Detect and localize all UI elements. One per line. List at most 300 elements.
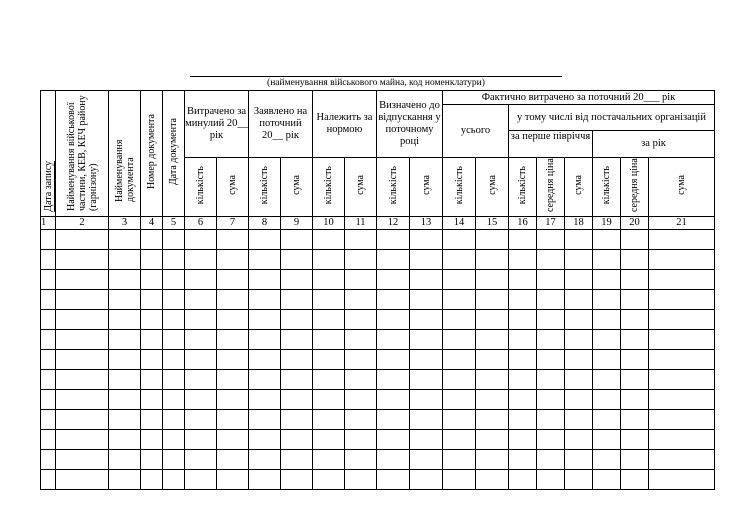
table-cell[interactable] [217,330,249,350]
table-cell[interactable] [141,350,163,370]
table-cell[interactable] [163,470,185,490]
table-cell[interactable] [476,390,509,410]
table-cell[interactable] [249,370,281,390]
form-body [41,230,715,490]
table-cell[interactable] [410,270,443,290]
table-cell[interactable] [281,370,313,390]
table-cell[interactable] [509,410,537,430]
table-cell[interactable] [443,310,476,330]
table-cell[interactable] [41,270,56,290]
table-cell[interactable] [109,430,141,450]
table-cell[interactable] [621,410,649,430]
table-cell[interactable] [185,390,217,410]
table-cell[interactable] [443,270,476,290]
form-caption: (найменування військового майна, код номенклатури) [267,78,485,88]
table-cell[interactable] [509,350,537,370]
table-cell[interactable] [281,410,313,430]
table-cell[interactable] [217,370,249,390]
table-cell[interactable] [345,470,377,490]
table-cell[interactable] [476,410,509,430]
table-cell[interactable] [109,390,141,410]
table-cell[interactable] [109,370,141,390]
table-cell[interactable] [345,430,377,450]
table-cell[interactable] [249,310,281,330]
table-cell[interactable] [41,310,56,330]
header-incl-suppliers: у тому числі від постачальних організацій [509,105,715,131]
header-sum-21: сума [649,158,715,217]
table-cell[interactable] [593,390,621,410]
table-cell[interactable] [345,410,377,430]
table-cell[interactable] [537,410,565,430]
table-cell[interactable] [476,430,509,450]
table-cell[interactable] [41,470,56,490]
header-qty-10: кількість [313,158,345,217]
table-cell[interactable] [41,350,56,370]
table-cell[interactable] [509,470,537,490]
table-cell[interactable] [621,450,649,470]
table-cell[interactable] [621,230,649,250]
table-cell[interactable] [649,250,715,270]
table-cell[interactable] [185,450,217,470]
table-cell[interactable] [345,230,377,250]
table-cell[interactable] [141,470,163,490]
table-cell[interactable] [185,470,217,490]
column-number-cell: 1 [41,217,56,230]
table-cell[interactable] [377,330,410,350]
table-cell[interactable] [141,290,163,310]
table-cell[interactable] [163,230,185,250]
table-cell[interactable] [377,430,410,450]
column-number-cell: 11 [345,217,377,230]
table-cell[interactable] [56,230,109,250]
table-cell[interactable] [185,310,217,330]
table-cell[interactable] [649,270,715,290]
table-cell[interactable] [109,470,141,490]
table-cell[interactable] [443,230,476,250]
table-cell[interactable] [141,330,163,350]
table-cell[interactable] [163,290,185,310]
table-cell[interactable] [410,450,443,470]
table-cell[interactable] [537,370,565,390]
table-cell[interactable] [649,410,715,430]
table-cell[interactable] [217,270,249,290]
header-defined-release: Визначено до відпускання у поточному році [377,91,443,158]
table-cell[interactable] [476,250,509,270]
table-cell[interactable] [621,350,649,370]
table-cell[interactable] [537,250,565,270]
table-cell[interactable] [345,270,377,290]
table-cell[interactable] [593,370,621,390]
table-cell[interactable] [443,330,476,350]
table-cell[interactable] [56,470,109,490]
table-cell[interactable] [217,410,249,430]
column-number-cell: 21 [649,217,715,230]
table-cell[interactable] [377,230,410,250]
table-cell[interactable] [509,430,537,450]
table-cell[interactable] [249,390,281,410]
table-cell[interactable] [185,330,217,350]
table-cell[interactable] [56,330,109,350]
table-cell[interactable] [185,270,217,290]
table-cell[interactable] [593,330,621,350]
table-cell[interactable] [593,250,621,270]
table-cell[interactable] [141,310,163,330]
table-cell[interactable] [281,310,313,330]
table-cell[interactable] [163,350,185,370]
table-cell[interactable] [509,270,537,290]
table-cell[interactable] [41,330,56,350]
table-cell[interactable] [41,390,56,410]
header-qty-16: кількість [509,158,537,217]
table-cell[interactable] [345,330,377,350]
table-cell[interactable] [565,310,593,330]
table-cell[interactable] [565,330,593,350]
accounting-form-table [40,90,715,490]
table-cell[interactable] [141,390,163,410]
table-cell[interactable] [537,310,565,330]
table-cell[interactable] [565,350,593,370]
table-cell[interactable] [249,430,281,450]
table-cell[interactable] [163,250,185,270]
table-cell[interactable] [217,390,249,410]
table-cell[interactable] [313,370,345,390]
table-cell[interactable] [345,390,377,410]
table-cell[interactable] [621,430,649,450]
table-cell[interactable] [41,430,56,450]
table-cell[interactable] [56,290,109,310]
table-cell[interactable] [281,330,313,350]
table-cell[interactable] [163,450,185,470]
table-cell[interactable] [281,430,313,450]
table-cell[interactable] [217,250,249,270]
header-col-doc-number: Номер документа [141,91,163,217]
table-cell[interactable] [313,250,345,270]
table-cell[interactable] [649,290,715,310]
table-cell[interactable] [537,290,565,310]
header-declared-current: Заявлено на поточний 20__ рік [249,91,313,158]
column-number-cell: 16 [509,217,537,230]
table-cell[interactable] [41,410,56,430]
table-cell[interactable] [377,270,410,290]
table-cell[interactable] [621,470,649,490]
table-cell[interactable] [345,290,377,310]
table-cell[interactable] [281,250,313,270]
table-cell[interactable] [410,430,443,450]
table-cell[interactable] [476,470,509,490]
table-cell[interactable] [163,310,185,330]
table-cell[interactable] [41,250,56,270]
column-number-cell: 6 [185,217,217,230]
table-cell[interactable] [443,470,476,490]
table-cell[interactable] [443,250,476,270]
table-cell[interactable] [537,330,565,350]
table-cell[interactable] [537,450,565,470]
table-cell[interactable] [217,470,249,490]
table-cell[interactable] [141,450,163,470]
table-cell[interactable] [410,410,443,430]
table-cell[interactable] [249,410,281,430]
table-cell[interactable] [621,310,649,330]
table-cell[interactable] [185,230,217,250]
table-cell[interactable] [443,390,476,410]
table-cell[interactable] [56,430,109,450]
table-cell[interactable] [56,350,109,370]
table-cell[interactable] [377,250,410,270]
table-cell[interactable] [410,390,443,410]
table-cell[interactable] [621,250,649,270]
table-cell[interactable] [56,310,109,330]
table-cell[interactable] [476,370,509,390]
table-cell[interactable] [313,330,345,350]
table-cell[interactable] [443,430,476,450]
table-cell[interactable] [537,390,565,410]
table-cell[interactable] [377,470,410,490]
table-cell[interactable] [443,410,476,430]
table-cell[interactable] [476,310,509,330]
table-cell[interactable] [565,430,593,450]
table-cell[interactable] [217,230,249,250]
table-cell[interactable] [649,390,715,410]
table-cell[interactable] [593,430,621,450]
table-cell[interactable] [565,290,593,310]
table-cell[interactable] [593,230,621,250]
table-cell[interactable] [163,410,185,430]
table-cell[interactable] [313,470,345,490]
table-cell[interactable] [476,330,509,350]
table-cell[interactable] [649,350,715,370]
table-cell[interactable] [249,230,281,250]
header-sum-18: сума [565,158,593,217]
table-cell[interactable] [109,290,141,310]
table-cell[interactable] [56,270,109,290]
table-cell[interactable] [185,290,217,310]
table-cell[interactable] [41,290,56,310]
table-cell[interactable] [313,430,345,450]
table-cell[interactable] [649,330,715,350]
table-cell[interactable] [345,450,377,470]
table-cell[interactable] [621,370,649,390]
table-cell[interactable] [217,350,249,370]
header-due-norm: Належить за нормою [313,91,377,158]
table-cell[interactable] [313,450,345,470]
table-cell[interactable] [185,410,217,430]
table-cell[interactable] [313,310,345,330]
table-cell[interactable] [476,350,509,370]
table-cell[interactable] [410,230,443,250]
table-cell[interactable] [649,370,715,390]
table-cell[interactable] [565,250,593,270]
table-row [41,410,715,430]
table-cell[interactable] [109,450,141,470]
table-cell[interactable] [41,370,56,390]
table-cell[interactable] [41,230,56,250]
table-cell[interactable] [249,250,281,270]
table-cell[interactable] [141,430,163,450]
table-cell[interactable] [163,430,185,450]
table-cell[interactable] [476,290,509,310]
table-cell[interactable] [537,350,565,370]
table-cell[interactable] [185,430,217,450]
table-cell[interactable] [185,370,217,390]
table-cell[interactable] [593,450,621,470]
table-cell[interactable] [345,370,377,390]
table-cell[interactable] [537,270,565,290]
table-cell[interactable] [377,450,410,470]
table-cell[interactable] [249,330,281,350]
table-cell[interactable] [476,450,509,470]
table-cell[interactable] [565,410,593,430]
table-cell[interactable] [649,430,715,450]
column-number-cell: 15 [476,217,509,230]
table-cell[interactable] [443,450,476,470]
column-number-cell: 2 [56,217,109,230]
table-cell[interactable] [109,230,141,250]
table-cell[interactable] [313,410,345,430]
header-avg-price-17: середня ціна [537,158,565,217]
table-cell[interactable] [109,410,141,430]
table-cell[interactable] [141,410,163,430]
table-cell[interactable] [537,470,565,490]
table-cell[interactable] [537,430,565,450]
table-cell[interactable] [163,390,185,410]
table-cell[interactable] [565,450,593,470]
table-cell[interactable] [313,230,345,250]
table-cell[interactable] [565,390,593,410]
table-cell[interactable] [217,450,249,470]
table-cell[interactable] [509,390,537,410]
header-col-date-entry: Дата запису [41,91,56,217]
table-cell[interactable] [281,290,313,310]
table-cell[interactable] [249,450,281,470]
table-cell[interactable] [56,390,109,410]
table-cell[interactable] [593,470,621,490]
table-cell[interactable] [281,350,313,370]
table-cell[interactable] [443,370,476,390]
table-cell[interactable] [281,270,313,290]
table-cell[interactable] [621,270,649,290]
table-cell[interactable] [565,370,593,390]
table-cell[interactable] [476,270,509,290]
table-cell[interactable] [163,270,185,290]
table-cell[interactable] [649,230,715,250]
table-row [41,250,715,270]
table-cell[interactable] [345,250,377,270]
table-cell[interactable] [565,470,593,490]
table-cell[interactable] [249,270,281,290]
table-cell[interactable] [345,350,377,370]
table-cell[interactable] [163,330,185,350]
table-cell[interactable] [141,230,163,250]
table-cell[interactable] [410,350,443,370]
table-cell[interactable] [56,450,109,470]
table-cell[interactable] [443,350,476,370]
table-cell[interactable] [141,370,163,390]
table-cell[interactable] [621,330,649,350]
table-cell[interactable] [249,350,281,370]
table-cell[interactable] [410,290,443,310]
table-cell[interactable] [509,310,537,330]
table-cell[interactable] [313,350,345,370]
table-cell[interactable] [410,330,443,350]
table-cell[interactable] [649,450,715,470]
table-cell[interactable] [565,270,593,290]
table-cell[interactable] [593,350,621,370]
table-cell[interactable] [345,310,377,330]
table-cell[interactable] [109,310,141,330]
table-cell[interactable] [377,290,410,310]
table-cell[interactable] [56,370,109,390]
table-cell[interactable] [313,390,345,410]
table-cell[interactable] [281,450,313,470]
table-cell[interactable] [41,450,56,470]
header-avg-price-20: середня ціна [621,158,649,217]
table-cell[interactable] [109,270,141,290]
table-cell[interactable] [649,310,715,330]
table-row [41,470,715,490]
table-cell[interactable] [509,330,537,350]
table-cell[interactable] [281,470,313,490]
table-cell[interactable] [217,310,249,330]
table-cell[interactable] [185,350,217,370]
table-cell[interactable] [649,470,715,490]
table-cell[interactable] [377,370,410,390]
table-cell[interactable] [410,250,443,270]
table-cell[interactable] [217,290,249,310]
table-cell[interactable] [621,290,649,310]
table-cell[interactable] [109,330,141,350]
table-cell[interactable] [410,370,443,390]
table-cell[interactable] [109,350,141,370]
table-cell[interactable] [593,410,621,430]
header-first-half: за перше півріччя [509,131,593,158]
table-cell[interactable] [56,410,109,430]
table-cell[interactable] [377,410,410,430]
table-cell[interactable] [509,230,537,250]
table-cell[interactable] [377,390,410,410]
table-cell[interactable] [281,230,313,250]
table-cell[interactable] [217,430,249,450]
table-cell[interactable] [509,250,537,270]
table-cell[interactable] [565,230,593,250]
table-cell[interactable] [377,310,410,330]
table-cell[interactable] [509,370,537,390]
table-cell[interactable] [141,270,163,290]
table-cell[interactable] [443,290,476,310]
table-cell[interactable] [313,290,345,310]
table-cell[interactable] [249,470,281,490]
table-cell[interactable] [621,390,649,410]
table-cell[interactable] [593,270,621,290]
table-cell[interactable] [593,290,621,310]
table-cell[interactable] [56,250,109,270]
header-qty-19: кількість [593,158,621,217]
table-cell[interactable] [141,250,163,270]
table-cell[interactable] [593,310,621,330]
table-cell[interactable] [410,470,443,490]
table-cell[interactable] [185,250,217,270]
table-cell[interactable] [537,230,565,250]
table-cell[interactable] [410,310,443,330]
table-cell[interactable] [509,450,537,470]
table-cell[interactable] [509,290,537,310]
table-cell[interactable] [281,390,313,410]
table-cell[interactable] [249,290,281,310]
table-cell[interactable] [163,370,185,390]
table-cell[interactable] [313,270,345,290]
table-cell[interactable] [476,230,509,250]
table-cell[interactable] [109,250,141,270]
table-cell[interactable] [377,350,410,370]
